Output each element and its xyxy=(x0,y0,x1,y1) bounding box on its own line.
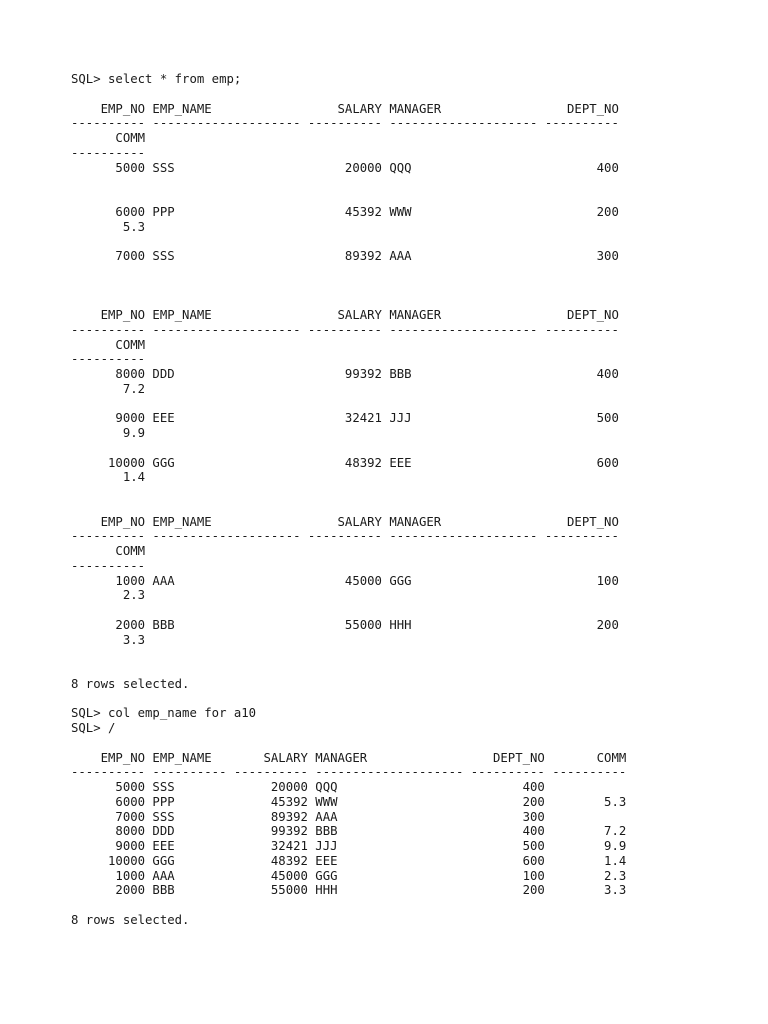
console-line: 9.9 xyxy=(71,426,146,440)
console-line: 3.3 xyxy=(71,632,146,647)
console-line: 2000 BBB 55000 HHH 200 3.3 xyxy=(71,883,627,898)
console-line: COMM xyxy=(71,337,146,352)
console-line: ---------- -------------------- ---------- -------------------- ---------- xyxy=(71,322,619,337)
console-line: EMP_NO EMP_NAME SALARY MANAGER DEPT_NO xyxy=(71,308,619,322)
console-line xyxy=(71,662,751,677)
console-line: 5.3 xyxy=(71,219,146,234)
console-line: 9000 EEE 32421 JJJ 500 9.9 xyxy=(71,839,627,853)
console-line: EMP_NO EMP_NAME SALARY MANAGER DEPT_NO xyxy=(71,514,619,529)
console-line: 6000 PPP 45392 WWW 200 xyxy=(71,204,619,219)
console-line: 6000 PPP 45392 WWW 200 5.3 xyxy=(71,794,627,809)
console-line: EMP_NO EMP_NAME SALARY MANAGER DEPT_NO COMM xyxy=(71,750,627,765)
console-line: 10000 GGG 48392 EEE 600 xyxy=(71,455,619,470)
console-line xyxy=(71,603,751,618)
console-line: SQL> col emp_name for a10 xyxy=(71,706,257,721)
console-line: 5000 SSS 20000 QQQ 400 xyxy=(71,160,619,175)
console-line: SQL> select * from emp; xyxy=(71,72,242,86)
console-line xyxy=(71,485,751,500)
console-line: 8000 DDD 99392 BBB 400 7.2 xyxy=(71,824,627,839)
console-line xyxy=(71,500,751,515)
console-line: ---------- xyxy=(71,558,146,573)
console-line: 1000 AAA 45000 GGG 100 xyxy=(71,573,619,588)
console-line: 7000 SSS 89392 AAA 300 xyxy=(71,249,619,263)
console-line: 2.3 xyxy=(71,588,146,603)
console-line: 2000 BBB 55000 HHH 200 xyxy=(71,617,619,632)
console-line: 10000 GGG 48392 EEE 600 1.4 xyxy=(71,853,627,868)
console-line: 9000 EEE 32421 JJJ 500 xyxy=(71,411,619,426)
console-line xyxy=(71,87,751,102)
console-line: 5000 SSS 20000 QQQ 400 xyxy=(71,780,545,794)
console-line xyxy=(71,692,751,707)
console-line: ---------- xyxy=(71,352,146,367)
console-line xyxy=(71,736,751,751)
console-line xyxy=(71,264,751,279)
console-line xyxy=(71,441,751,456)
console-line xyxy=(71,397,751,412)
console-line: ---------- xyxy=(71,145,146,160)
console-line: 8 rows selected. xyxy=(71,912,190,927)
console-line xyxy=(71,293,751,308)
console-line: 7000 SSS 89392 AAA 300 xyxy=(71,809,545,824)
console-line xyxy=(71,647,751,662)
console-line xyxy=(71,279,751,294)
console-line xyxy=(71,898,751,913)
console-line xyxy=(71,190,751,205)
console-line: 1.4 xyxy=(71,470,146,485)
console-line: ---------- -------------------- ---------- -------------------- ---------- xyxy=(71,116,619,131)
console-line: COMM xyxy=(71,544,146,558)
console-line: 1000 AAA 45000 GGG 100 2.3 xyxy=(71,868,627,883)
console-line: EMP_NO EMP_NAME SALARY MANAGER DEPT_NO xyxy=(71,101,619,116)
sql-console-output xyxy=(71,72,751,928)
console-line: 8 rows selected. xyxy=(71,676,190,691)
console-line: ---------- ---------- ---------- -------------------- ---------- ---------- xyxy=(71,765,627,780)
console-line: 7.2 xyxy=(71,381,146,396)
console-line: 8000 DDD 99392 BBB 400 xyxy=(71,367,619,381)
console-line xyxy=(71,234,751,249)
console-line: SQL> / xyxy=(71,721,116,735)
console-line: ---------- -------------------- ---------- -------------------- ---------- xyxy=(71,529,619,544)
console-line: COMM xyxy=(71,131,146,145)
console-line xyxy=(71,175,751,190)
